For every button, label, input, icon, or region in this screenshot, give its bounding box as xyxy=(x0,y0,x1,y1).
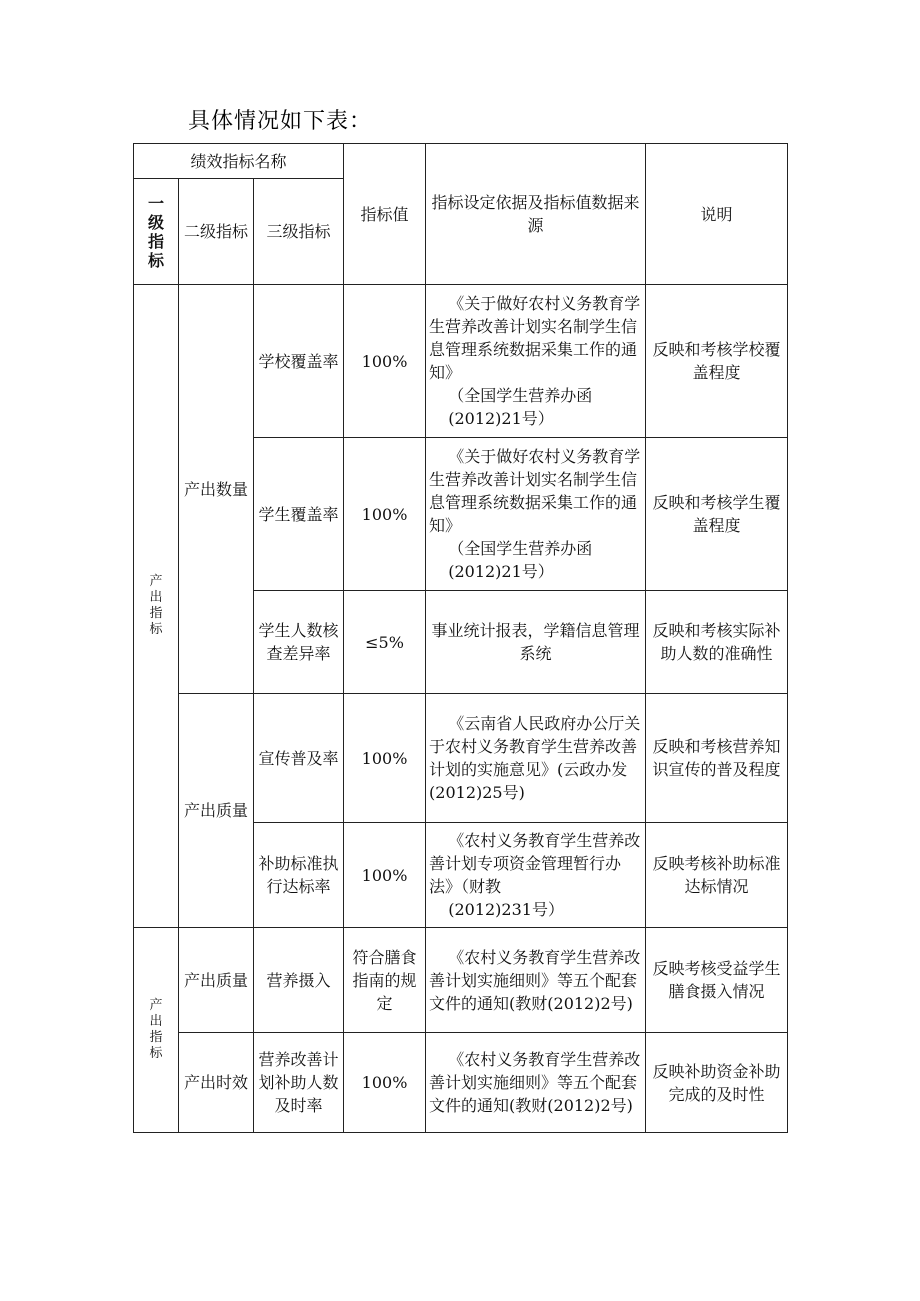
basis-line: （全国学生营养办函 xyxy=(448,386,593,405)
indicator-basis xyxy=(426,694,646,823)
indicator-note: 反映补助资金补助完成的及时性 xyxy=(646,1033,788,1133)
level2-indicator: 产出数量 xyxy=(179,285,254,694)
header-level1: 一级指标 xyxy=(134,179,179,285)
indicator-note: 反映和考核学生覆盖程度 xyxy=(646,438,788,591)
indicator-basis xyxy=(426,285,646,438)
indicator-value: ≤5% xyxy=(344,591,426,694)
header-indicator-name: 绩效指标名称 xyxy=(134,144,344,179)
indicator-value: 100% xyxy=(344,823,426,928)
basis-line: 《农村义务教育学生营养改善计划专项资金管理暂行办法》（财教 xyxy=(429,831,641,896)
indicator-basis: 事业统计报表，学籍信息管理系统 xyxy=(426,591,646,694)
basis-line: （全国学生营养办函 xyxy=(448,539,593,558)
table-row xyxy=(134,285,788,438)
table-body xyxy=(134,285,788,1133)
indicator-value: 100% xyxy=(344,285,426,438)
table-row xyxy=(134,928,788,1033)
header-note: 说明 xyxy=(646,144,788,285)
indicator-value: 100% xyxy=(344,1033,426,1133)
level3-indicator: 补助标准执行达标率 xyxy=(254,823,344,928)
indicator-note: 反映考核补助标准达标情况 xyxy=(646,823,788,928)
basis-line: 《关于做好农村义务教育学生营养改善计划实名制学生信息管理系统数据采集工作的通知》 xyxy=(429,294,641,382)
level2-indicator: 产出质量 xyxy=(179,928,254,1033)
indicator-basis xyxy=(426,438,646,591)
header-basis: 指标设定依据及指标值数据来源 xyxy=(426,144,646,285)
indicator-basis xyxy=(426,928,646,1033)
level1-indicator: 产出指标 xyxy=(134,928,179,1133)
section-heading: 具体情况如下表： xyxy=(188,109,373,134)
table-row xyxy=(134,1033,788,1133)
basis-line: 《云南省人民政府办公厅关于农村义务教育学生营养改善计划的实施意见》(云政办发(2012)25号) xyxy=(429,714,641,802)
basis-line: (2012)21号） xyxy=(448,562,554,581)
indicator-note: 反映和考核实际补助人数的准确性 xyxy=(646,591,788,694)
indicator-note: 反映考核受益学生膳食摄入情况 xyxy=(646,928,788,1033)
indicator-value: 100% xyxy=(344,694,426,823)
indicator-note: 反映和考核学校覆盖程度 xyxy=(646,285,788,438)
basis-line: (2012)21号） xyxy=(448,409,554,428)
indicator-value: 100% xyxy=(344,438,426,591)
level2-indicator: 产出时效 xyxy=(179,1033,254,1133)
level3-indicator: 营养改善计划补助人数及时率 xyxy=(254,1033,344,1133)
level3-indicator: 学生覆盖率 xyxy=(254,438,344,591)
basis-line: 《农村义务教育学生营养改善计划实施细则》等五个配套文件的通知(教财(2012)2号) xyxy=(429,947,641,1013)
indicator-basis xyxy=(426,1033,646,1133)
indicator-basis xyxy=(426,823,646,928)
indicator-value: 符合膳食指南的规定 xyxy=(344,928,426,1033)
indicator-note: 反映和考核营养知识宣传的普及程度 xyxy=(646,694,788,823)
performance-indicator-table xyxy=(133,143,788,1133)
basis-line: (2012)231号） xyxy=(448,900,564,919)
header-level2: 二级指标 xyxy=(179,179,254,285)
header-level3: 三级指标 xyxy=(254,179,344,285)
level2-indicator: 产出质量 xyxy=(179,694,254,928)
level3-indicator: 营养摄入 xyxy=(254,928,344,1033)
level3-indicator: 学校覆盖率 xyxy=(254,285,344,438)
level3-indicator: 宣传普及率 xyxy=(254,694,344,823)
basis-line: 《关于做好农村义务教育学生营养改善计划实名制学生信息管理系统数据采集工作的通知》 xyxy=(429,447,641,535)
table-row xyxy=(134,694,788,823)
basis-line: 《农村义务教育学生营养改善计划实施细则》等五个配套文件的通知(教财(2012)2号) xyxy=(429,1050,641,1115)
header-indicator-value: 指标值 xyxy=(344,144,426,285)
level3-indicator: 学生人数核查差异率 xyxy=(254,591,344,694)
level1-indicator: 产出指标 xyxy=(134,285,179,928)
